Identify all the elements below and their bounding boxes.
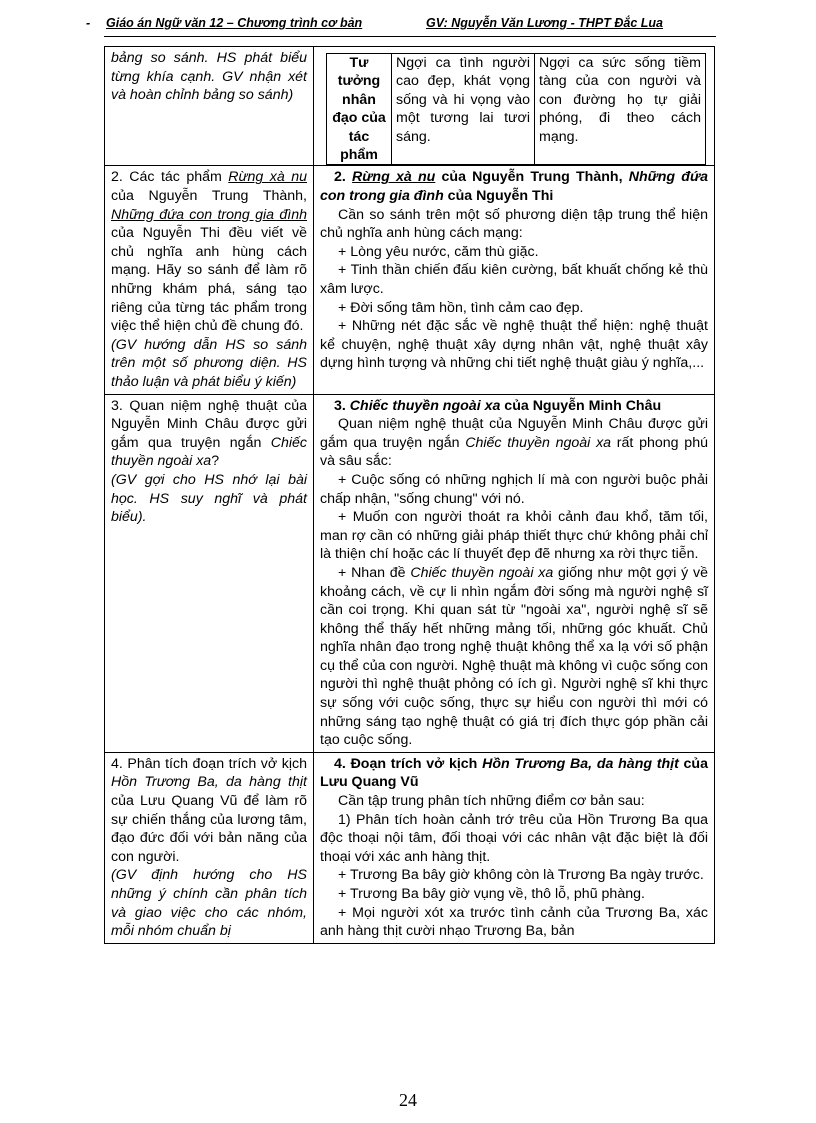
work-title: Những đứa con trong gia đình — [111, 206, 307, 223]
comparison-cell-3: Ngợi ca sức sống tiềm tàng của con người và con đường họ tự giải phóng, đi theo cách mạng. — [535, 54, 706, 165]
text: của Nguyễn Thi đều viết về chủ nghĩa anh hùng cách mạng. Hãy so sánh để làm rõ những khám phá, sáng tạo riêng của từng tác phẩm trong việc thể hiện chủ đề chung đó. — [111, 225, 307, 335]
right-cell — [314, 166, 715, 394]
right-cell — [314, 47, 715, 166]
text: của Nguyễn Trung Thành, — [111, 188, 307, 205]
work-title: Chiếc thuyền ngoài xa — [349, 397, 501, 414]
header-rule — [104, 36, 716, 37]
paragraph: + Trương Ba bây giờ không còn là Trương Ba ngày trước. — [338, 867, 704, 884]
paragraph — [320, 564, 708, 750]
row2-left-question — [111, 168, 307, 335]
work-title: Rừng xà nu — [352, 169, 436, 186]
paragraph: Cần so sánh trên một số phương diện tập trung thể hiện chủ nghĩa anh hùng cách mạng: — [320, 206, 708, 242]
paragraph: + Đời sống tâm hồn, tình cảm cao đẹp. — [338, 299, 584, 316]
table-row — [105, 752, 715, 943]
work-title: Chiếc thuyền ngoài xa — [410, 564, 554, 581]
text: 4. Phân tích đoạn trích vở kịch — [111, 755, 307, 772]
text: của Nguyễn Thi — [443, 188, 554, 205]
row1-left-text: bảng so sánh. HS phát biểu từng khía cạnh. GV nhận xét và hoàn chỉnh bảng so sánh) — [111, 50, 307, 104]
paragraph: + Lòng yêu nước, căm thù giặc. — [338, 243, 539, 260]
text: ? — [211, 453, 220, 470]
comparison-cell-2: Ngợi ca tình người cao đẹp, khát vọng sống và hi vọng vào một tương lai tươi sáng. — [392, 54, 535, 165]
text: 3. Quan niệm nghệ thuật của Nguyễn Minh Châu được gửi gắm qua truyện ngắn — [111, 397, 307, 451]
text: + Nhan đề — [338, 564, 411, 581]
paragraph: + Trương Ba bây giờ vụng về, thô lỗ, phũ phàng. — [338, 886, 645, 902]
work-title: Hồn Trương Ba, da hàng thịt — [111, 774, 307, 791]
paragraph: + Những nét đặc sắc về nghệ thuật thể hiện: nghệ thuật kể chuyện, nghệ thuật xây dựng nhân vật, nghệ thuật xây dựng hình tượng và những chi tiết nghệ thuật giàu ý nghĩa,... — [320, 318, 708, 372]
paragraph: 1) Phân tích hoàn cảnh trớ trêu của Hồn Trương Ba qua độc thoại nội tâm, đối thoại với các nhân vật đặc biệt là đối thoại với xác anh hàng thịt. — [320, 811, 708, 865]
header-course-title: Giáo án Ngữ văn 12 – Chương trình cơ bản — [106, 16, 363, 30]
left-cell — [105, 394, 314, 752]
paragraph: Cần tập trung phân tích những điểm cơ bản sau: — [338, 793, 645, 810]
header-teacher: GV: Nguyễn Văn Lương - THPT Đắc Lua — [426, 16, 664, 30]
paragraph: + Muốn con người thoát ra khỏi cảnh đau khổ, tăm tối, man rợ cần có những giải pháp thiết thực chứ không phải chỉ là thiện chí hoặc các lí thuyết đẹp đẽ nhưng xa rời thực tiễn. — [320, 509, 708, 563]
row4-left-question — [111, 755, 307, 867]
table-row — [105, 394, 715, 752]
left-cell — [105, 47, 314, 166]
comparison-row — [327, 54, 706, 165]
row4-heading — [320, 755, 708, 792]
text: Quan niệm nghệ thuật của Nguyễn Minh Châu được gửi gắm qua truyện ngắn — [320, 416, 708, 451]
right-cell — [314, 394, 715, 752]
text: rất phong phú và sâu sắc: — [320, 434, 708, 470]
work-title: Những đứa con trong gia đình — [320, 169, 708, 205]
text: 2. — [334, 169, 353, 186]
header-dash: - — [86, 16, 91, 30]
paragraph — [320, 415, 708, 471]
row3-heading — [320, 397, 708, 416]
table-row — [105, 47, 715, 166]
text: của Lưu Quang Vũ để làm rõ sự chiến thắng của lương tâm, đạo đức đối với bản năng của con người. — [111, 793, 307, 865]
paragraph: + Mọi người xót xa trước tình cảnh của Trương Ba, xác anh hàng thịt cười nhạo Trương Ba, bản — [320, 904, 708, 940]
work-title: Hồn Trương Ba, da hàng thịt — [482, 755, 679, 772]
row2-heading — [320, 168, 708, 205]
work-title: Chiếc thuyền ngoài xa — [465, 434, 612, 451]
row2-left-note: (GV hướng dẫn HS so sánh trên một số phương diện. HS thảo luận và phát biểu ý kiến) — [111, 336, 307, 390]
text: của Nguyễn Minh Châu — [500, 397, 662, 414]
table-row — [105, 166, 715, 394]
page-header — [86, 16, 716, 36]
paragraph: + Tinh thần chiến đấu kiên cường, bất khuất chống kẻ thù xâm lược. — [320, 262, 708, 297]
comparison-table — [326, 53, 706, 165]
row3-left-question — [111, 397, 307, 471]
text: giống như một gợi ý về khoảng cách, về cự li nhìn ngắm đời sống mà người nghệ sĩ cần coi trọng. Khi quan sát từ "ngoài xa", người nghệ sĩ sẽ không thể thấy hết những mảng tối, những góc khuất. Chủ nghĩa nhân đạo trong nghệ thuật không thể xa lạ với số phận cụ thể của con người. Nghệ thuật mà không vì cuộc sống con người thì nghệ thuật phỏng có ích gì. Người nghệ sĩ khi thực sự sống với cuộc sống, thực sự hiểu con người thì mới có những sáng tạo nghệ thuật có giá trị đích thực góp phần cải tạo cuộc sống. — [320, 564, 708, 749]
text: của Nguyễn Trung Thành, — [435, 169, 629, 186]
lesson-table — [104, 46, 715, 944]
row3-left-note: (GV gợi cho HS nhớ lại bài học. HS suy nghĩ và phát biểu). — [111, 471, 307, 526]
text: 2. Các tác phẩm — [111, 169, 229, 186]
comparison-head-cell: Tư tưởng nhân đạo của tác phẩm — [327, 54, 392, 165]
text: 3. — [334, 397, 350, 414]
left-cell — [105, 752, 314, 943]
row4-left-note: (GV định hướng cho HS những ý chính cần phân tích và giao việc cho các nhóm, mỗi nhóm chuẩn bị — [111, 867, 307, 940]
work-title: Rừng xà nu — [228, 169, 307, 186]
text: 4. Đoạn trích vở kịch — [334, 755, 483, 772]
right-cell — [314, 752, 715, 943]
page-number: 24 — [399, 1090, 417, 1110]
work-title: Chiếc thuyền ngoài xa — [111, 434, 307, 470]
left-cell — [105, 166, 314, 394]
text: của Lưu Quang Vũ — [320, 755, 708, 791]
paragraph: + Cuộc sống có những nghịch lí mà con người buộc phải chấp nhận, "sống chung" với nó. — [320, 471, 708, 507]
